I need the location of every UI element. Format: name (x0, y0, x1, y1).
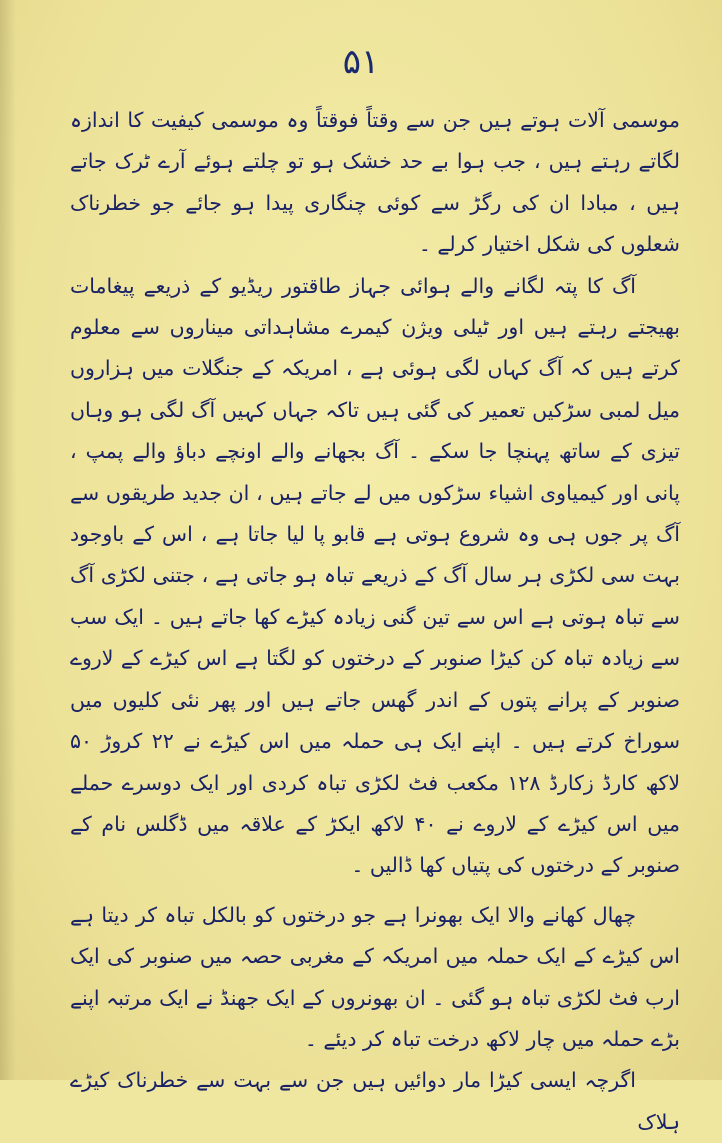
paragraph-4: اگرچہ ایسی کیڑا مار دوائیں ہیں جن سے بہت سے خطرناک کیڑے ہلاک (70, 1068, 680, 1134)
page-edge-shadow (0, 0, 16, 1080)
paragraph-1: موسمی آلات ہوتے ہیں جن سے وقتاً فوقتاً وہ موسمی کیفیت کا اندازہ لگاتے رہتے ہیں ، جب ہوا بے حد خشک ہو تو چلتے ہوئے آرے ٹرک جاتے ہیں ، مبادا ان کی رگڑ سے کوئی چنگاری پیدا ہو جائے جو خطرناک شعلوں کی شکل اختیار کرلے ۔ (70, 108, 680, 257)
page-number: ۵۱ (342, 42, 380, 82)
paragraph-2: آگ کا پتہ لگانے والے ہوائی جہاز طاقتور ریڈیو کے ذریعے پیغامات بھیجتے رہتے ہیں اور ٹیلی ویژن کیمرے مشاہداتی میناروں سے معلوم کرتے ہیں کہ آگ کہاں لگی ہوئی ہے ، امریکہ کے جنگلات میں ہزاروں میل لمبی سڑکیں تعمیر کی گئی ہیں تاکہ جہاں کہیں آگ لگی ہو وہاں تیزی کے ساتھ پہنچا جا سکے ۔ آگ بجھانے والے اونچے دباؤ والے پمپ ، پانی اور کیمیاوی اشیاء سڑکوں میں لے جاتے ہیں ، ان جدید طریقوں سے آگ پر جوں ہی وہ شروع ہوتی ہے قابو پا لیا جاتا ہے ، اس کے باوجود بہت سی لکڑی ہر سال آگ کے ذریعے تباہ ہو جاتی ہے ، جتنی لکڑی آگ سے تباہ ہوتی ہے اس سے تین گنی زیادہ کیڑے کھا جاتے ہیں ۔ ایک سب سے زیادہ تباہ کن کیڑا صنوبر کے درختوں کو لگتا ہے اس کیڑے کے لاروے صنوبر کے پرانے پتوں کے اندر گھس جاتے ہیں اور پھر نئی کلیوں میں سوراخ کرتے ہیں ۔ اپنے ایک ہی حملہ میں اس کیڑے نے ۲۲ کروڑ ۵۰ لاکھ کارڈ زکارڈ ۱۲۸ مکعب فٹ لکڑی تباہ کردی اور ایک دوسرے حملے میں اس کیڑے کے لاروے نے ۴۰ لاکھ ایکڑ کے علاقہ میں ڈگلس نام کے صنوبر کے درختوں کی پتیاں کھا ڈالیں ۔ (70, 273, 681, 878)
paragraph-3: چھال کھانے والا ایک بھونرا ہے جو درختوں کو بالکل تباہ کر دیتا ہے اس کیڑے کے ایک حملہ میں امریکہ کے مغربی حصہ میں صنوبر کی ایک ارب فٹ لکڑی تباہ ہو گئی ۔ ان بھونروں کے ایک جھنڈ نے ایک مرتبہ اپنے بڑے حملہ میں چار لاکھ درخت تباہ کر دیئے ۔ (70, 902, 680, 1051)
page-body-text (70, 100, 680, 1143)
